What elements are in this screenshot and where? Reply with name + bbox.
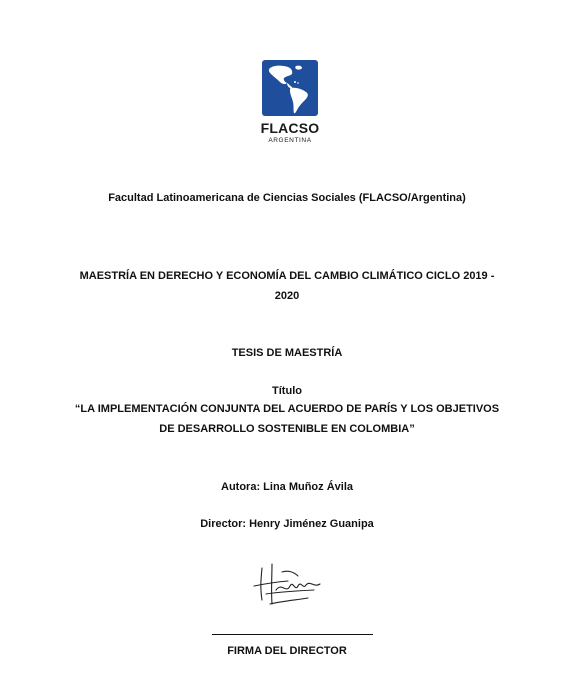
- title-label: Título: [272, 385, 302, 397]
- signature-label: FIRMA DEL DIRECTOR: [227, 645, 347, 657]
- program-line-2: 2020: [274, 290, 300, 302]
- thesis-type: TESIS DE MAESTRÍA: [231, 347, 343, 359]
- thesis-title-line-2: DE DESARROLLO SOSTENIBLE EN COLOMBIA”: [159, 423, 415, 435]
- flacso-logo: [259, 60, 321, 146]
- americas-map-icon: [262, 60, 318, 116]
- program-line-1: MAESTRÍA EN DERECHO Y ECONOMÍA DEL CAMBIO CLIMÁTICO CICLO 2019 -: [79, 270, 495, 282]
- author: Autora: Lina Muñoz Ávila: [221, 481, 353, 493]
- logo-subtitle: ARGENTINA: [268, 137, 312, 144]
- signature-line: [212, 634, 373, 635]
- director-signature: [248, 560, 338, 612]
- thesis-title-line-1: “LA IMPLEMENTACIÓN CONJUNTA DEL ACUERDO DE PARÍS Y LOS OBJETIVOS: [74, 403, 500, 415]
- director: Director: Henry Jiménez Guanipa: [200, 518, 374, 530]
- logo-name: FLACSO: [260, 120, 320, 136]
- institution-name: Facultad Latinoamericana de Ciencias Sociales (FLACSO/Argentina): [108, 192, 466, 204]
